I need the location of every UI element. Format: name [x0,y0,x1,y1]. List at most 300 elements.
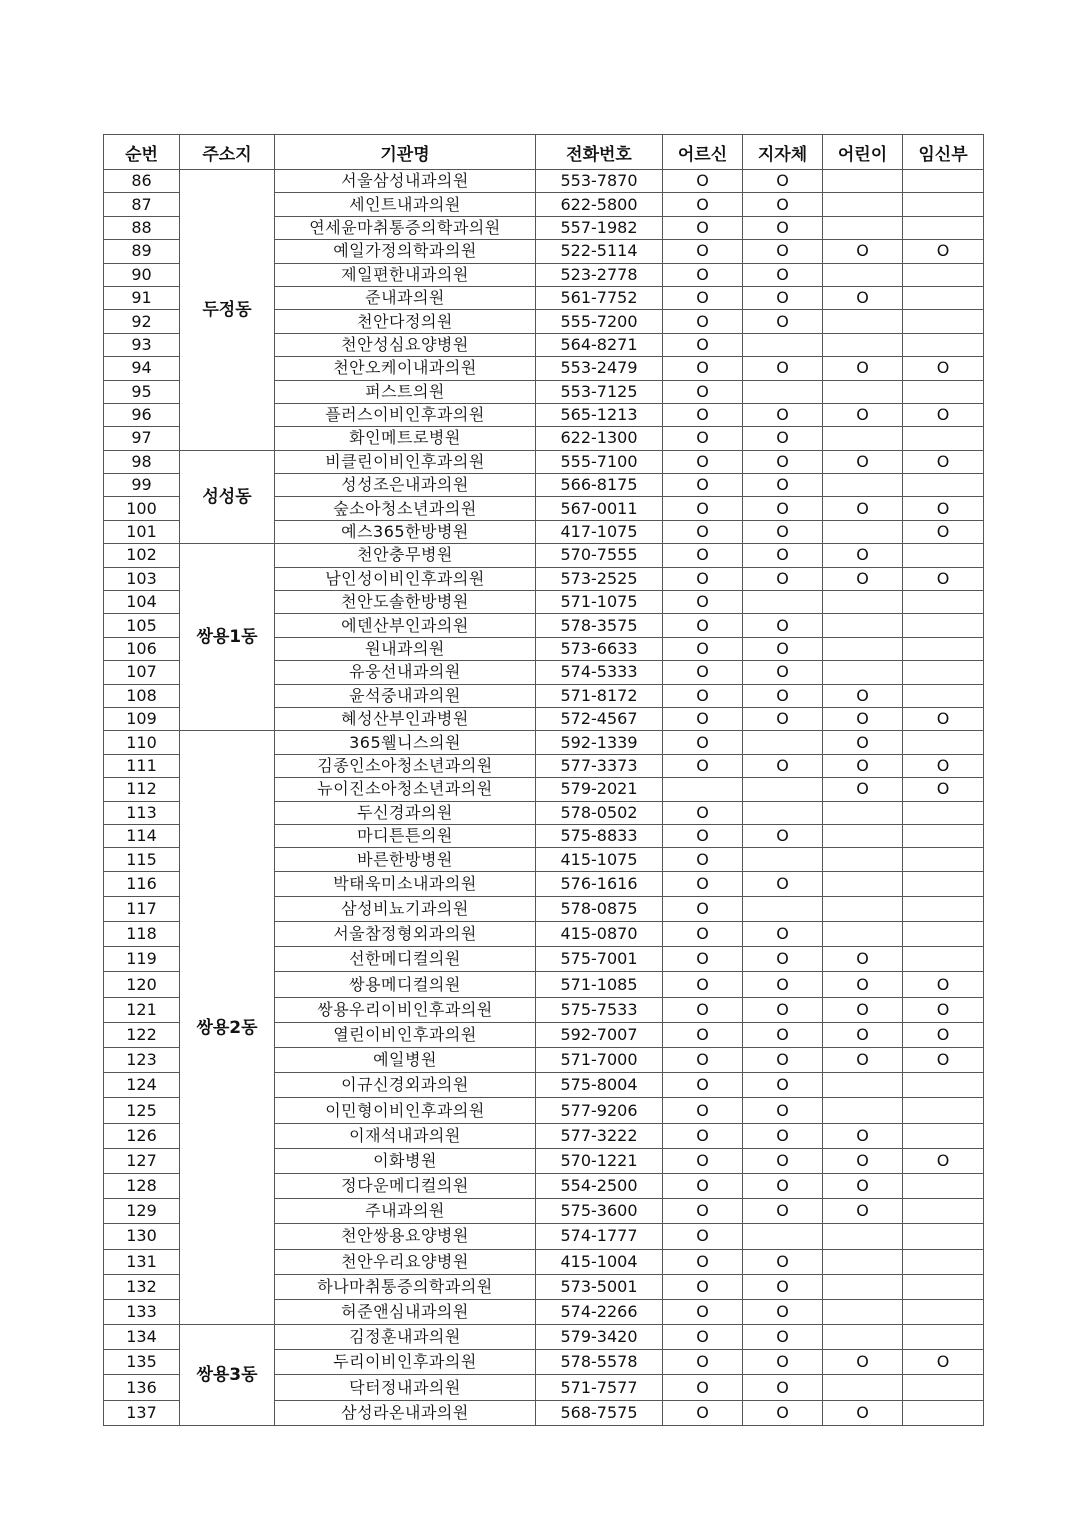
cell-local-gov: O [743,684,823,707]
cell-elderly: O [663,1073,743,1098]
cell-local-gov: O [743,754,823,777]
cell-name: 혜성산부인과병원 [275,707,536,730]
cell-phone: 570-1221 [536,1148,663,1173]
cell-local-gov: O [743,216,823,239]
cell-seq: 110 [104,731,180,754]
cell-elderly: O [663,170,743,193]
table-body [104,170,984,1426]
cell-local-gov: O [743,450,823,473]
cell-phone: 553-2479 [536,357,663,380]
cell-phone: 574-2266 [536,1299,663,1324]
cell-seq: 93 [104,333,180,356]
cell-name: 천안우리요양병원 [275,1249,536,1274]
cell-seq: 129 [104,1199,180,1224]
header-elderly: 어르신 [663,135,743,170]
cell-name: 세인트내과의원 [275,193,536,216]
cell-children: O [823,731,903,754]
cell-local-gov [743,333,823,356]
cell-seq: 126 [104,1123,180,1148]
cell-phone: 576-1616 [536,871,663,896]
cell-children: O [823,544,903,567]
cell-elderly: O [663,1400,743,1425]
cell-name: 서울참정형외과의원 [275,922,536,947]
cell-pregnant [903,263,984,286]
cell-children: O [823,1350,903,1375]
cell-elderly: O [663,1123,743,1148]
cell-local-gov: O [743,1299,823,1324]
cell-local-gov: O [743,240,823,263]
cell-phone: 553-7870 [536,170,663,193]
cell-pregnant [903,684,984,707]
cell-local-gov: O [743,544,823,567]
cell-seq: 97 [104,427,180,450]
cell-children [823,1098,903,1123]
cell-elderly: O [663,922,743,947]
cell-pregnant [903,380,984,403]
cell-local-gov [743,848,823,871]
cell-phone: 622-1300 [536,427,663,450]
cell-phone: 571-7000 [536,1048,663,1073]
cell-seq: 94 [104,357,180,380]
cell-phone: 575-8833 [536,824,663,847]
cell-name: 예일가정의학과의원 [275,240,536,263]
cell-name: 숲소아청소년과의원 [275,497,536,520]
cell-address: 두정동 [180,170,275,451]
cell-name: 선한메디컬의원 [275,947,536,972]
cell-children: O [823,1199,903,1224]
cell-children: O [823,1173,903,1198]
cell-name: 에덴산부인과의원 [275,614,536,637]
cell-local-gov [743,801,823,824]
cell-seq: 131 [104,1249,180,1274]
cell-pregnant [903,801,984,824]
cell-phone: 561-7752 [536,286,663,309]
cell-elderly: O [663,972,743,997]
header-pregnant: 임신부 [903,135,984,170]
cell-elderly: O [663,896,743,921]
cell-phone: 578-5578 [536,1350,663,1375]
cell-phone: 570-7555 [536,544,663,567]
cell-name: 화인메트로병원 [275,427,536,450]
cell-seq: 106 [104,637,180,660]
cell-pregnant: O [903,403,984,426]
cell-children [823,520,903,543]
cell-elderly: O [663,754,743,777]
cell-pregnant: O [903,778,984,801]
cell-pregnant: O [903,497,984,520]
cell-name: 남인성이비인후과의원 [275,567,536,590]
cell-address: 쌍용3동 [180,1325,275,1426]
cell-pregnant [903,1400,984,1425]
cell-name: 천안도솔한방병원 [275,591,536,614]
cell-elderly: O [663,614,743,637]
cell-pregnant [903,1325,984,1350]
cell-name: 천안충무병원 [275,544,536,567]
cell-elderly: O [663,544,743,567]
cell-phone: 417-1075 [536,520,663,543]
cell-children: O [823,707,903,730]
cell-phone: 579-2021 [536,778,663,801]
cell-children: O [823,450,903,473]
cell-pregnant [903,871,984,896]
cell-seq: 109 [104,707,180,730]
header-local-gov: 지자체 [743,135,823,170]
cell-seq: 102 [104,544,180,567]
cell-elderly: O [663,286,743,309]
cell-pregnant [903,1299,984,1324]
cell-phone: 555-7200 [536,310,663,333]
cell-name: 정다운메디컬의원 [275,1173,536,1198]
cell-local-gov: O [743,707,823,730]
cell-phone: 571-7577 [536,1375,663,1400]
cell-pregnant [903,1224,984,1249]
cell-name: 천안쌍용요양병원 [275,1224,536,1249]
cell-name: 쌍용메디컬의원 [275,972,536,997]
cell-seq: 103 [104,567,180,590]
cell-elderly: O [663,427,743,450]
cell-seq: 119 [104,947,180,972]
cell-children [823,310,903,333]
cell-name: 365웰니스의원 [275,731,536,754]
cell-name: 삼성비뇨기과의원 [275,896,536,921]
cell-elderly: O [663,1022,743,1047]
cell-phone: 571-1075 [536,591,663,614]
cell-phone: 578-0875 [536,896,663,921]
cell-phone: 568-7575 [536,1400,663,1425]
cell-phone: 523-2778 [536,263,663,286]
cell-pregnant [903,731,984,754]
cell-local-gov [743,731,823,754]
cell-children [823,637,903,660]
cell-local-gov: O [743,1022,823,1047]
cell-seq: 133 [104,1299,180,1324]
cell-pregnant [903,193,984,216]
cell-local-gov: O [743,520,823,543]
cell-children: O [823,947,903,972]
cell-phone: 578-0502 [536,801,663,824]
cell-children: O [823,567,903,590]
cell-local-gov: O [743,193,823,216]
cell-phone: 571-1085 [536,972,663,997]
cell-seq: 92 [104,310,180,333]
cell-name: 천안성심요양병원 [275,333,536,356]
cell-seq: 105 [104,614,180,637]
cell-pregnant [903,1123,984,1148]
cell-local-gov: O [743,310,823,333]
cell-name: 예일병원 [275,1048,536,1073]
cell-phone: 415-1075 [536,848,663,871]
cell-seq: 124 [104,1073,180,1098]
cell-name: 하나마취통증의학과의원 [275,1274,536,1299]
cell-children [823,848,903,871]
cell-pregnant [903,922,984,947]
cell-name: 플러스이비인후과의원 [275,403,536,426]
cell-local-gov: O [743,972,823,997]
cell-elderly: O [663,707,743,730]
cell-children [823,170,903,193]
cell-pregnant: O [903,1350,984,1375]
cell-seq: 89 [104,240,180,263]
cell-elderly: O [663,263,743,286]
cell-phone: 577-3373 [536,754,663,777]
clinic-table [103,134,984,1426]
cell-pregnant [903,848,984,871]
cell-name: 비클린이비인후과의원 [275,450,536,473]
cell-pregnant: O [903,240,984,263]
cell-children: O [823,1148,903,1173]
cell-seq: 104 [104,591,180,614]
cell-phone: 415-0870 [536,922,663,947]
cell-children [823,1073,903,1098]
cell-seq: 137 [104,1400,180,1425]
cell-children: O [823,1048,903,1073]
cell-seq: 87 [104,193,180,216]
cell-pregnant [903,216,984,239]
cell-local-gov: O [743,286,823,309]
cell-seq: 117 [104,896,180,921]
cell-name: 두신경과의원 [275,801,536,824]
cell-local-gov: O [743,871,823,896]
cell-elderly: O [663,947,743,972]
cell-name: 제일편한내과의원 [275,263,536,286]
table-row [104,731,984,754]
header-row [104,135,984,170]
cell-seq: 128 [104,1173,180,1198]
cell-local-gov [743,896,823,921]
cell-local-gov: O [743,1400,823,1425]
cell-pregnant [903,1375,984,1400]
cell-name: 두리이비인후과의원 [275,1350,536,1375]
cell-local-gov: O [743,403,823,426]
cell-elderly: O [663,1173,743,1198]
cell-seq: 101 [104,520,180,543]
cell-seq: 130 [104,1224,180,1249]
cell-name: 원내과의원 [275,637,536,660]
cell-elderly: O [663,1325,743,1350]
cell-children [823,263,903,286]
cell-phone: 573-6633 [536,637,663,660]
cell-local-gov: O [743,1249,823,1274]
cell-children [823,922,903,947]
cell-phone: 574-1777 [536,1224,663,1249]
cell-pregnant [903,310,984,333]
cell-phone: 522-5114 [536,240,663,263]
cell-elderly: O [663,1098,743,1123]
cell-pregnant [903,544,984,567]
cell-children [823,1224,903,1249]
cell-elderly: O [663,731,743,754]
cell-local-gov: O [743,1098,823,1123]
cell-local-gov: O [743,427,823,450]
cell-children: O [823,754,903,777]
cell-children [823,801,903,824]
header-seq: 순번 [104,135,180,170]
cell-elderly: O [663,684,743,707]
cell-seq: 95 [104,380,180,403]
cell-pregnant: O [903,520,984,543]
cell-pregnant [903,170,984,193]
cell-elderly: O [663,824,743,847]
cell-local-gov: O [743,474,823,497]
cell-seq: 107 [104,661,180,684]
cell-elderly: O [663,333,743,356]
cell-pregnant: O [903,1148,984,1173]
cell-children [823,1274,903,1299]
cell-phone: 554-2500 [536,1173,663,1198]
cell-address: 성성동 [180,450,275,544]
cell-elderly: O [663,567,743,590]
cell-elderly: O [663,1148,743,1173]
cell-children [823,474,903,497]
cell-phone: 574-5333 [536,661,663,684]
cell-phone: 571-8172 [536,684,663,707]
cell-pregnant [903,637,984,660]
cell-name: 김정훈내과의원 [275,1325,536,1350]
cell-phone: 566-8175 [536,474,663,497]
cell-pregnant: O [903,1022,984,1047]
cell-seq: 116 [104,871,180,896]
cell-seq: 136 [104,1375,180,1400]
cell-seq: 100 [104,497,180,520]
cell-elderly: O [663,357,743,380]
cell-name: 허준앤심내과의원 [275,1299,536,1324]
cell-children: O [823,1123,903,1148]
cell-name: 이재석내과의원 [275,1123,536,1148]
header-phone: 전화번호 [536,135,663,170]
cell-phone: 564-8271 [536,333,663,356]
cell-seq: 127 [104,1148,180,1173]
cell-seq: 118 [104,922,180,947]
cell-children [823,591,903,614]
cell-seq: 86 [104,170,180,193]
cell-local-gov: O [743,1148,823,1173]
cell-local-gov: O [743,1073,823,1098]
table-row [104,1325,984,1350]
cell-local-gov: O [743,824,823,847]
cell-phone: 567-0011 [536,497,663,520]
cell-pregnant [903,824,984,847]
cell-children: O [823,778,903,801]
cell-children [823,380,903,403]
cell-children: O [823,497,903,520]
cell-local-gov: O [743,947,823,972]
cell-children [823,661,903,684]
cell-phone: 578-3575 [536,614,663,637]
cell-pregnant [903,947,984,972]
cell-pregnant: O [903,972,984,997]
cell-phone: 577-9206 [536,1098,663,1123]
cell-pregnant [903,333,984,356]
cell-name: 서울삼성내과의원 [275,170,536,193]
cell-phone: 622-5800 [536,193,663,216]
cell-children [823,1375,903,1400]
cell-children [823,1249,903,1274]
cell-children: O [823,972,903,997]
cell-local-gov [743,380,823,403]
header-children: 어린이 [823,135,903,170]
cell-local-gov [743,1224,823,1249]
cell-local-gov [743,591,823,614]
cell-elderly: O [663,1350,743,1375]
cell-local-gov: O [743,1173,823,1198]
cell-elderly: O [663,403,743,426]
cell-elderly [663,778,743,801]
cell-pregnant [903,474,984,497]
cell-phone: 572-4567 [536,707,663,730]
cell-phone: 592-7007 [536,1022,663,1047]
cell-name: 이민형이비인후과의원 [275,1098,536,1123]
cell-elderly: O [663,997,743,1022]
cell-seq: 99 [104,474,180,497]
cell-name: 이규신경외과의원 [275,1073,536,1098]
cell-seq: 96 [104,403,180,426]
cell-local-gov: O [743,1274,823,1299]
cell-pregnant [903,896,984,921]
cell-name: 박태욱미소내과의원 [275,871,536,896]
cell-elderly: O [663,1249,743,1274]
cell-address: 쌍용1동 [180,544,275,731]
cell-phone: 557-1982 [536,216,663,239]
cell-elderly: O [663,1274,743,1299]
cell-phone: 575-7533 [536,997,663,1022]
cell-seq: 123 [104,1048,180,1073]
cell-phone: 579-3420 [536,1325,663,1350]
cell-phone: 592-1339 [536,731,663,754]
cell-pregnant [903,427,984,450]
cell-elderly: O [663,240,743,263]
cell-seq: 132 [104,1274,180,1299]
cell-name: 삼성라온내과의원 [275,1400,536,1425]
cell-children [823,614,903,637]
cell-children [823,216,903,239]
cell-local-gov: O [743,1350,823,1375]
cell-seq: 88 [104,216,180,239]
cell-phone: 565-1213 [536,403,663,426]
cell-seq: 111 [104,754,180,777]
cell-seq: 98 [104,450,180,473]
cell-pregnant: O [903,450,984,473]
cell-local-gov: O [743,497,823,520]
cell-elderly: O [663,661,743,684]
cell-local-gov: O [743,1325,823,1350]
cell-elderly: O [663,848,743,871]
cell-phone: 575-8004 [536,1073,663,1098]
cell-name: 천안다정의원 [275,310,536,333]
cell-pregnant: O [903,567,984,590]
cell-phone: 553-7125 [536,380,663,403]
cell-children [823,1299,903,1324]
cell-phone: 573-2525 [536,567,663,590]
cell-elderly: O [663,871,743,896]
cell-name: 퍼스트의원 [275,380,536,403]
cell-elderly: O [663,1199,743,1224]
cell-local-gov: O [743,357,823,380]
cell-name: 이화병원 [275,1148,536,1173]
cell-seq: 113 [104,801,180,824]
cell-elderly: O [663,1224,743,1249]
cell-address: 쌍용2동 [180,731,275,1325]
cell-name: 닥터정내과의원 [275,1375,536,1400]
cell-pregnant: O [903,357,984,380]
cell-children [823,896,903,921]
cell-children: O [823,997,903,1022]
cell-children: O [823,1022,903,1047]
cell-elderly: O [663,1048,743,1073]
cell-pregnant: O [903,997,984,1022]
cell-pregnant [903,1274,984,1299]
cell-phone: 573-5001 [536,1274,663,1299]
table-row [104,170,984,193]
